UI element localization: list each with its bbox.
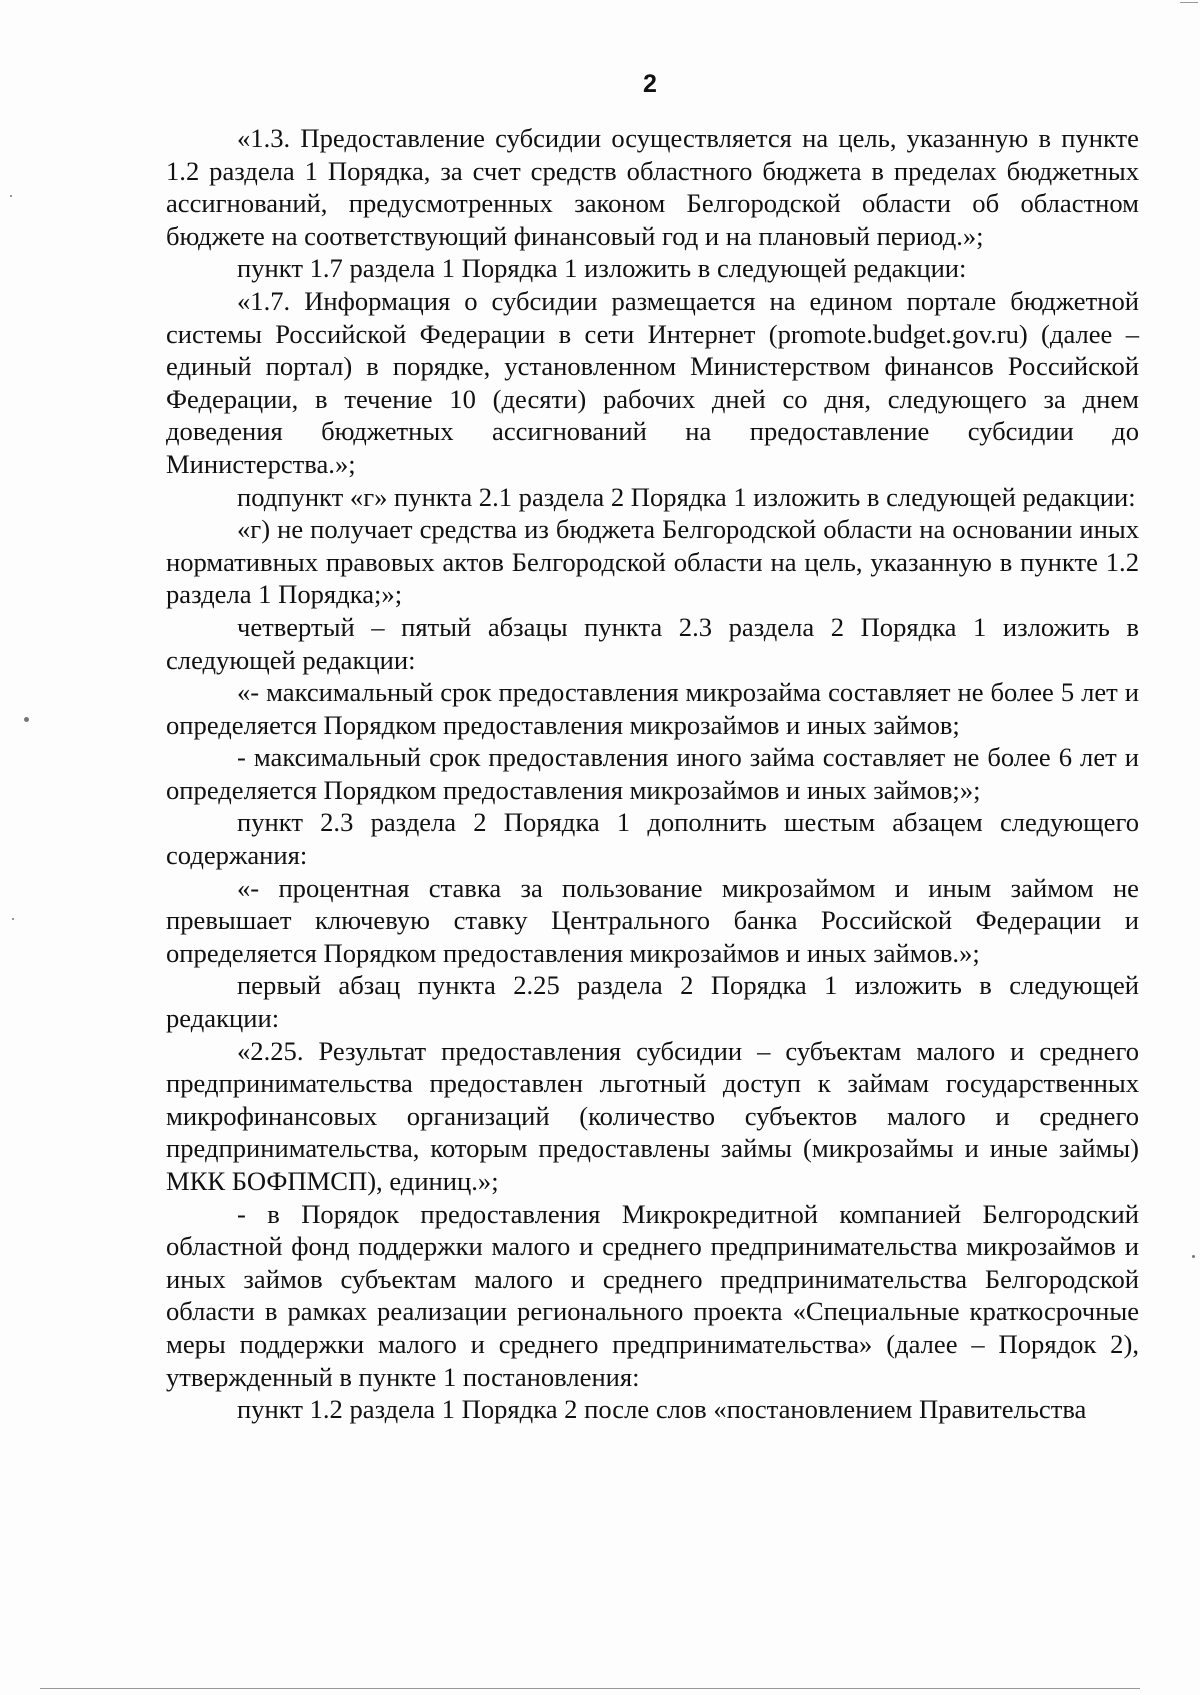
paragraph-2: пункт 1.7 раздела 1 Порядка 1 изложить в следующей редакции: (237, 253, 967, 284)
scan-edge-line (1180, 2, 1198, 3)
paragraph-6: четвертый – пятый абзацы пункта 2.3 раздела 2 Порядка 1 изложить в следующей редакции: (166, 611, 1139, 675)
paragraph-11: первый абзац пункта 2.25 раздела 2 Порядка 1 изложить в следующей редакции: (166, 970, 1139, 1034)
paragraph-7: «- максимальный срок предоставления микрозайма составляет не более 5 лет и определяется Порядком предоставления микрозаймов и иных займов; (166, 677, 1139, 740)
paragraph-4: подпункт «г» пункта 2.1 раздела 2 Порядка 1 изложить в следующей редакции: (237, 481, 1136, 512)
scan-speck (10, 195, 12, 197)
paragraph-12: «2.25. Результат предоставления субсидии – субъектам малого и среднего предпринимательства предоставлен льготный доступ к займам государственных микрофинансовых организаций (количество субъектов малого и среднего предпринимательства, которым предоставлены займы (микрозаймы и иные займы) МКК БОФПМСП), единиц.»; (166, 1035, 1139, 1196)
paragraph-13: - в Порядок предоставления Микрокредитной компанией Белгородский областной фонд поддержки малого и среднего предпринимательства микрозаймов и иных займов субъектам малого и среднего предпринимательства Белгородской области в рамках реализации регионального проекта «Специальные краткосрочные меры поддержки малого и среднего предпринимательства» (далее – Порядок 2), утвержденный в пункте 1 постановления: (166, 1198, 1139, 1392)
paragraph-8: - максимальный срок предоставления иного займа составляет не более 6 лет и определяется Порядком предоставления микрозаймов и иных займов;»; (166, 742, 1139, 805)
scan-edge-line (40, 1688, 1140, 1689)
scan-speck (24, 717, 29, 722)
paragraph-10: «- процентная ставка за пользование микрозаймом и иным займом не превышает ключевую ставку Центрального банка Российской Федерации и определяется Порядком предоставления микрозаймов и иных займов.»; (166, 872, 1139, 968)
page-number: 2 (643, 70, 657, 98)
scan-speck (12, 918, 14, 920)
paragraph-5: «г) не получает средства из бюджета Белгородской области на основании иных нормативных правовых актов Белгородской области на цель, указанную в пункте 1.2 раздела 1 Порядка;»; (166, 514, 1139, 610)
paragraph-3: «1.7. Информация о субсидии размещается на едином портале бюджетной системы Российской Федерации в сети Интернет (promote.budget.gov.ru) (далее – единый портал) в порядке, установленном Министерством финансов Российской Федерации, в течение 10 (десяти) рабочих дней со дня, следующего за днем доведения бюджетных ассигнований на предоставление субсидии до Министерства.»; (166, 285, 1139, 479)
paragraph-9: пункт 2.3 раздела 2 Порядка 1 дополнить шестым абзацем следующего содержания: (166, 807, 1139, 871)
document-body (166, 122, 1139, 1426)
paragraph-14: пункт 1.2 раздела 1 Порядка 2 после слов «постановлением Правительства (237, 1394, 1087, 1425)
paragraph-1: «1.3. Предоставление субсидии осуществляется на цель, указанную в пункте 1.2 раздела 1 Порядка, за счет средств областного бюджета в пределах бюджетных ассигнований, предусмотренных законом Белгородской области об областном бюджете на соответствующий финансовый год и на плановый период.»; (166, 123, 1139, 251)
scan-speck (1192, 1255, 1195, 1258)
